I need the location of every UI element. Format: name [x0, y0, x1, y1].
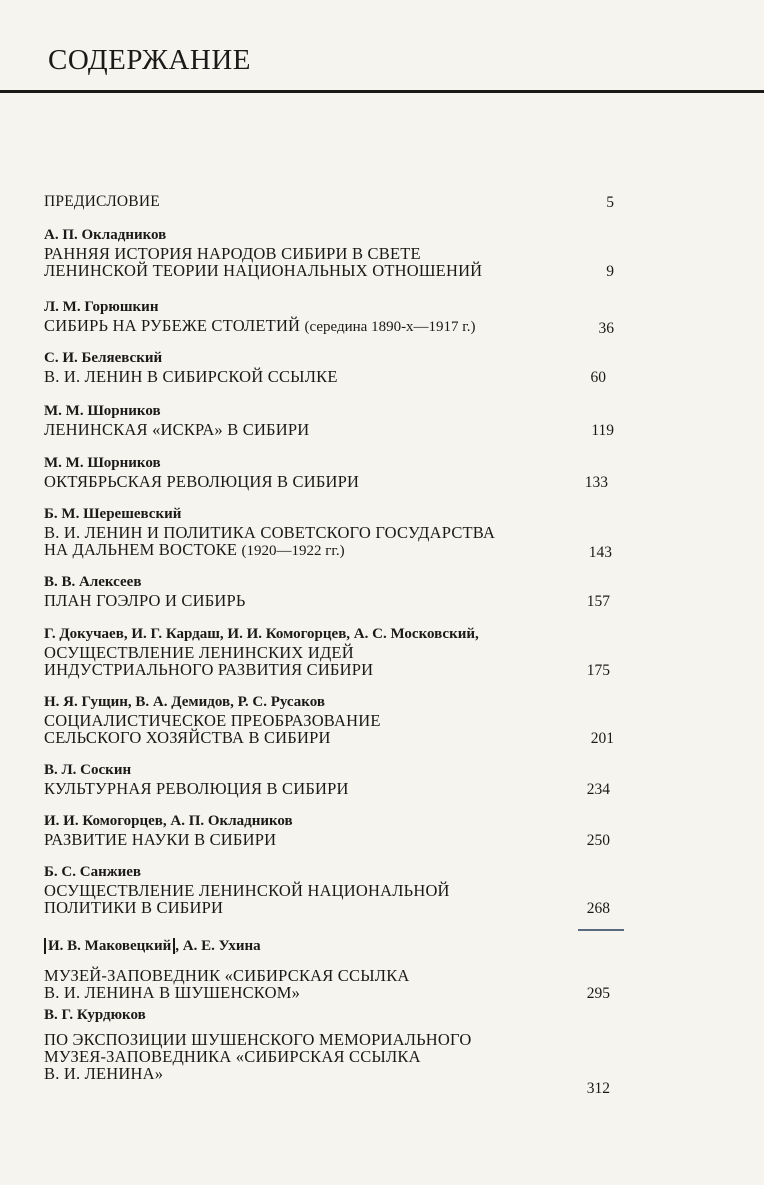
entry-title-line: ПО ЭКСПОЗИЦИИ ШУШЕНСКОГО МЕМОРИАЛЬНОГО: [44, 1030, 472, 1049]
page-number: 119: [591, 422, 614, 439]
entry-author: Н. Я. Гущин, В. А. Демидов, Р. С. Русаков: [44, 694, 325, 710]
entry-title: [44, 882, 614, 916]
entry-author: В. Л. Соскин: [44, 762, 132, 778]
entry-title-line: РАЗВИТИЕ НАУКИ В СИБИРИ: [44, 830, 277, 849]
entry-title-line: ПЛАН ГОЭЛРО И СИБИРЬ: [44, 591, 246, 610]
page-title: СОДЕРЖАНИЕ: [48, 44, 251, 76]
entry-title: [44, 592, 614, 609]
toc-entry: [44, 573, 614, 609]
entry-title-line: НА ДАЛЬНЕМ ВОСТОКЕ: [44, 540, 238, 559]
page-number: 295: [586, 985, 610, 1002]
entry-author: Б. М. Шерешевский: [44, 506, 182, 522]
entry-title-line: ЛЕНИНСКАЯ «ИСКРА» В СИБИРИ: [44, 420, 310, 439]
entry-title: [44, 421, 614, 438]
entry-author: В. В. Алексеев: [44, 574, 142, 590]
toc-entry: [44, 454, 614, 490]
entry-title-line: ОСУЩЕСТВЛЕНИЕ ЛЕНИНСКИХ ИДЕЙ: [44, 643, 354, 662]
entry-title: [44, 317, 614, 336]
page-number: 157: [586, 593, 610, 610]
entry-author: М. М. Шорников: [44, 455, 161, 471]
header-rule: [0, 90, 764, 93]
entry-title-line: РАННЯЯ ИСТОРИЯ НАРОДОВ СИБИРИ В СВЕТЕ: [44, 244, 421, 263]
entry-title-line: ИНДУСТРИАЛЬНОГО РАЗВИТИЯ СИБИРИ: [44, 660, 374, 679]
entry-title-line: ЛЕНИНСКОЙ ТЕОРИИ НАЦИОНАЛЬНЫХ ОТНОШЕНИЙ: [44, 261, 483, 280]
entry-title-line: ПРЕДИСЛОВИЕ: [44, 193, 160, 210]
toc-entry: [44, 863, 614, 916]
toc-entry: [44, 693, 614, 746]
page-number: 234: [586, 781, 610, 798]
toc-entry: [44, 193, 614, 210]
entry-author: В. Г. Курдюков: [44, 1007, 146, 1023]
entry-title-line: СЕЛЬСКОГО ХОЗЯЙСТВА В СИБИРИ: [44, 728, 331, 747]
page-number: 312: [586, 1080, 610, 1097]
page-number: 201: [590, 730, 614, 747]
entry-title: [44, 473, 614, 490]
entry-author-boxed: И. В. Маковецкий: [44, 938, 175, 954]
entry-title-line: СИБИРЬ НА РУБЕЖЕ СТОЛЕТИЙ: [44, 316, 301, 335]
underline-mark: [578, 929, 624, 931]
toc-entry: [44, 226, 614, 279]
entry-title-note: (середина 1890-х—1917 г.): [304, 319, 476, 335]
entry-author: [44, 937, 614, 956]
entry-title-line: СОЦИАЛИСТИЧЕСКОЕ ПРЕОБРАЗОВАНИЕ: [44, 711, 381, 730]
toc-entry: [44, 402, 614, 438]
entry-title-line: МУЗЕЙ-ЗАПОВЕДНИК «СИБИРСКАЯ ССЫЛКА: [44, 966, 410, 985]
entry-author: Б. С. Санжиев: [44, 864, 142, 880]
entry-author: Г. Докучаев, И. Г. Кардаш, И. И. Комогорцев, А. С. Московский,: [44, 626, 479, 642]
entry-title: [44, 368, 614, 385]
page-number: 143: [588, 544, 612, 561]
toc-entry: [44, 937, 614, 1001]
entry-title: [44, 245, 614, 279]
entry-title-line: ОКТЯБРЬСКАЯ РЕВОЛЮЦИЯ В СИБИРИ: [44, 472, 360, 491]
page-number: 175: [586, 662, 610, 679]
entry-title: [44, 644, 614, 678]
entry-title-line: КУЛЬТУРНАЯ РЕВОЛЮЦИЯ В СИБИРИ: [44, 779, 349, 798]
entry-author-rest: , А. Е. Ухина: [175, 938, 261, 954]
entry-title: [44, 712, 614, 746]
entry-author: Л. М. Горюшкин: [44, 299, 159, 315]
entry-title: [44, 967, 614, 1001]
entry-title: [44, 524, 614, 560]
entry-author: М. М. Шорников: [44, 403, 161, 419]
entry-author: И. И. Комогорцев, А. П. Окладников: [44, 813, 293, 829]
page-number: 60: [590, 369, 606, 386]
toc-entry: [44, 812, 614, 848]
entry-title: [44, 193, 614, 210]
toc-entry: [44, 298, 614, 336]
page-number: 250: [586, 832, 610, 849]
entry-title-line: В. И. ЛЕНИН И ПОЛИТИКА СОВЕТСКОГО ГОСУДАРСТВА: [44, 523, 496, 542]
entry-title: [44, 831, 614, 848]
entry-title: [44, 780, 614, 797]
entry-title-line: В. И. ЛЕНИНА»: [44, 1064, 164, 1083]
toc-entry: [44, 761, 614, 797]
entry-title-line: ПОЛИТИКИ В СИБИРИ: [44, 898, 224, 917]
entry-title-line: В. И. ЛЕНИН В СИБИРСКОЙ ССЫЛКЕ: [44, 367, 338, 386]
toc-entry: [44, 1006, 614, 1097]
entry-title-line: МУЗЕЯ-ЗАПОВЕДНИКА «СИБИРСКАЯ ССЫЛКА: [44, 1047, 421, 1066]
entry-title-note: (1920—1922 гг.): [241, 543, 345, 559]
page-number: 5: [606, 194, 614, 211]
page-number: 133: [584, 474, 608, 491]
entry-title-line: ОСУЩЕСТВЛЕНИЕ ЛЕНИНСКОЙ НАЦИОНАЛЬНОЙ: [44, 881, 450, 900]
page-number: 36: [598, 320, 614, 337]
toc-entry: [44, 349, 614, 385]
entry-author: А. П. Окладников: [44, 227, 167, 243]
entry-title-line: В. И. ЛЕНИНА В ШУШЕНСКОМ»: [44, 983, 301, 1002]
page-number: 268: [586, 900, 610, 917]
entry-title: [44, 1031, 614, 1082]
toc-entry: [44, 505, 614, 560]
page-number: 9: [606, 263, 614, 280]
entry-author: С. И. Беляевский: [44, 350, 163, 366]
toc-entry: [44, 625, 614, 678]
